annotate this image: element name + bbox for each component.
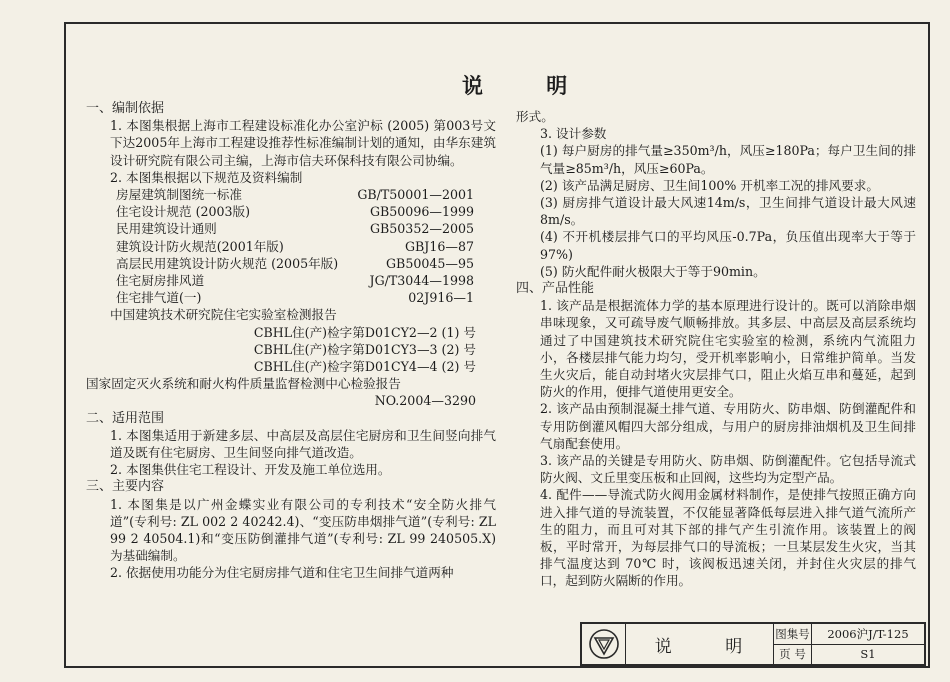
paragraph: 3. 设计参数 [540,126,607,142]
report-number: CBHL住(产)检字第D01CY4—4 (2) 号 [253,359,476,375]
report-number: CBHL住(产)检字第D01CY3—3 (2) 号 [253,341,476,357]
reference-name: 高层民用建筑设计防火规范 (2005年版) [116,255,339,271]
page-label: 页 号 [774,645,812,665]
reference-item [86,186,496,203]
reference-item [86,220,496,237]
right-column [516,108,916,590]
title-block [580,622,926,666]
page-title: 说 明 [462,73,596,98]
paragraph: 1. 本图集适用于新建多层、中高层及高层住宅厨房和卫生间竖向排气道及既有住宅厨房、卫生间竖向排气道改造。 [110,427,496,461]
section-heading-4: 四、产品性能 [516,281,595,297]
paragraph: (1) 每户厨房的排气量≥350m³/h，风压≥180Pa；每户卫生间的排气量≥85m³/h，风压≥60Pa。 [540,143,916,176]
paragraph: 1. 该产品是根据流体力学的基本原理进行设计的。既可以消除串烟串味现象，又可疏导废气顺畅排放。其多层、中高层及高层系统均通过了中国建筑技术研究院住宅实验室的检测，系统内气流阻力小，各楼层排气能力均匀，受开机率影响小，日常维护简单。当发生火灾后，能自动封堵火灾层排气口，阻止火焰互串和蔓延，起到防火的作用，便排气道使用更安全。 [540,298,916,400]
paragraph: 2. 本图集供住宅工程设计、开发及施工单位选用。 [110,462,391,478]
title-block-meta [774,624,924,664]
paragraph: 2. 依据使用功能分为住宅厨房排气道和住宅卫生间排气道两种 [110,565,454,581]
atlas-number: 2006沪J/T-125 [827,626,909,641]
reference-item [86,203,496,220]
reference-item [86,238,496,255]
paragraph: 2. 本图集根据以下规范及资料编制 [110,169,303,185]
lab-report-title: 中国建筑技术研究院住宅实验室检测报告 [110,307,337,323]
logo-icon [582,624,626,664]
reference-name: 民用建筑设计通则 [116,221,217,237]
paragraph: 2. 该产品由预制混凝土排气道、专用防火、防串烟、防倒灌配件和专用防倒灌风帽四大部分组成，与用户的厨房排油烟机及卫生间排气扇配套使用。 [540,401,916,451]
reference-name: 房屋建筑制图统一标准 [116,187,242,203]
reference-item [86,255,496,272]
paragraph: (3) 厨房排气道设计最大风速14m/s，卫生间排气道设计最大风速8m/s。 [540,195,916,228]
reference-list [86,186,496,306]
paragraph: 3. 该产品的关键是专用防火、防串烟、防倒灌配件。它包括导流式防火阀、文丘里变压板和止回阀，这些均为定型产品。 [540,453,916,486]
section-heading-1: 一、编制依据 [86,101,165,116]
reference-name: 住宅厨房排风道 [116,273,205,289]
page-number: S1 [860,647,876,662]
reference-code: GBJ16—87 [404,238,474,254]
reference-code: JG/T3044—1998 [369,273,474,289]
paragraph: 形式。 [516,109,554,124]
reference-code: GB50352—2005 [369,221,474,237]
left-column [86,100,496,582]
section-heading-3: 三、主要内容 [86,479,165,495]
atlas-row [774,624,924,645]
reference-code: 02J916—1 [408,290,474,306]
atlas-label: 图集号 [774,624,812,644]
reference-name: 建筑设计防火规范(2001年版) [116,238,284,254]
paragraph: 4. 配件——导流式防火阀用金属材料制作，是使排气按照正确方向进入排气道的导流装置，不仅能显著降低每层进入排气道气流所产生的阻力，而且可对其下部的排气产生引流作用。该装置上的阀板，平时常开，为每层排气口的导流板；一旦某层发生火灾，当其排气温度达到 70℃ 时，该阀板迅速关闭，并封住火灾层的排气口，起到防火隔断的作用。 [540,487,916,589]
report-list [86,324,496,376]
reference-name: 住宅排气道(一) [116,290,202,306]
page-row [774,645,924,665]
reference-code: GB50045—95 [386,255,474,271]
reference-name: 住宅设计规范 (2003版) [116,204,251,220]
paragraph: 1. 本图集是以广州金蝶实业有限公司的专利技术“安全防火排气道”(专利号: ZL 002 2 40242.4)、“变压防串烟排气道”(专利号: ZL 99 2 40504.1)和“变压防倒灌排气道”(专利号: ZL 99 240505.X) 为基础编制。 [110,496,496,564]
paragraph: (5) 防火配件耐火极限大于等于90min。 [540,263,766,279]
reference-code: GB/T50001—2001 [357,187,474,203]
title-block-name: 说 明 [626,624,774,664]
center-report-title: 国家固定灭火系统和耐火构件质量监督检测中心检验报告 [86,376,401,392]
reference-code: GB50096—1999 [369,204,474,220]
paragraph: 1. 本图集根据上海市工程建设标准化办公室沪标 (2005) 第003号文下达2005年上海市工程建设推荐性标准编制计划的通知，由华东建筑设计研究院有限公司主编，上海市信夫环保科技有限公司协编。 [110,118,496,168]
reference-item [86,272,496,289]
center-report-number: NO.2004—3290 [374,393,476,409]
report-number: CBHL住(产)检字第D01CY2—2 (1) 号 [253,324,476,340]
paragraph: (4) 不开机楼层排气口的平均风压-0.7Pa，负压值出现率大于等于97%) [540,229,916,262]
section-heading-2: 二、适用范围 [86,410,165,426]
reference-item [86,289,496,306]
paragraph: (2) 该产品满足厨房、卫生间100% 开机率工况的排风要求。 [540,177,879,193]
